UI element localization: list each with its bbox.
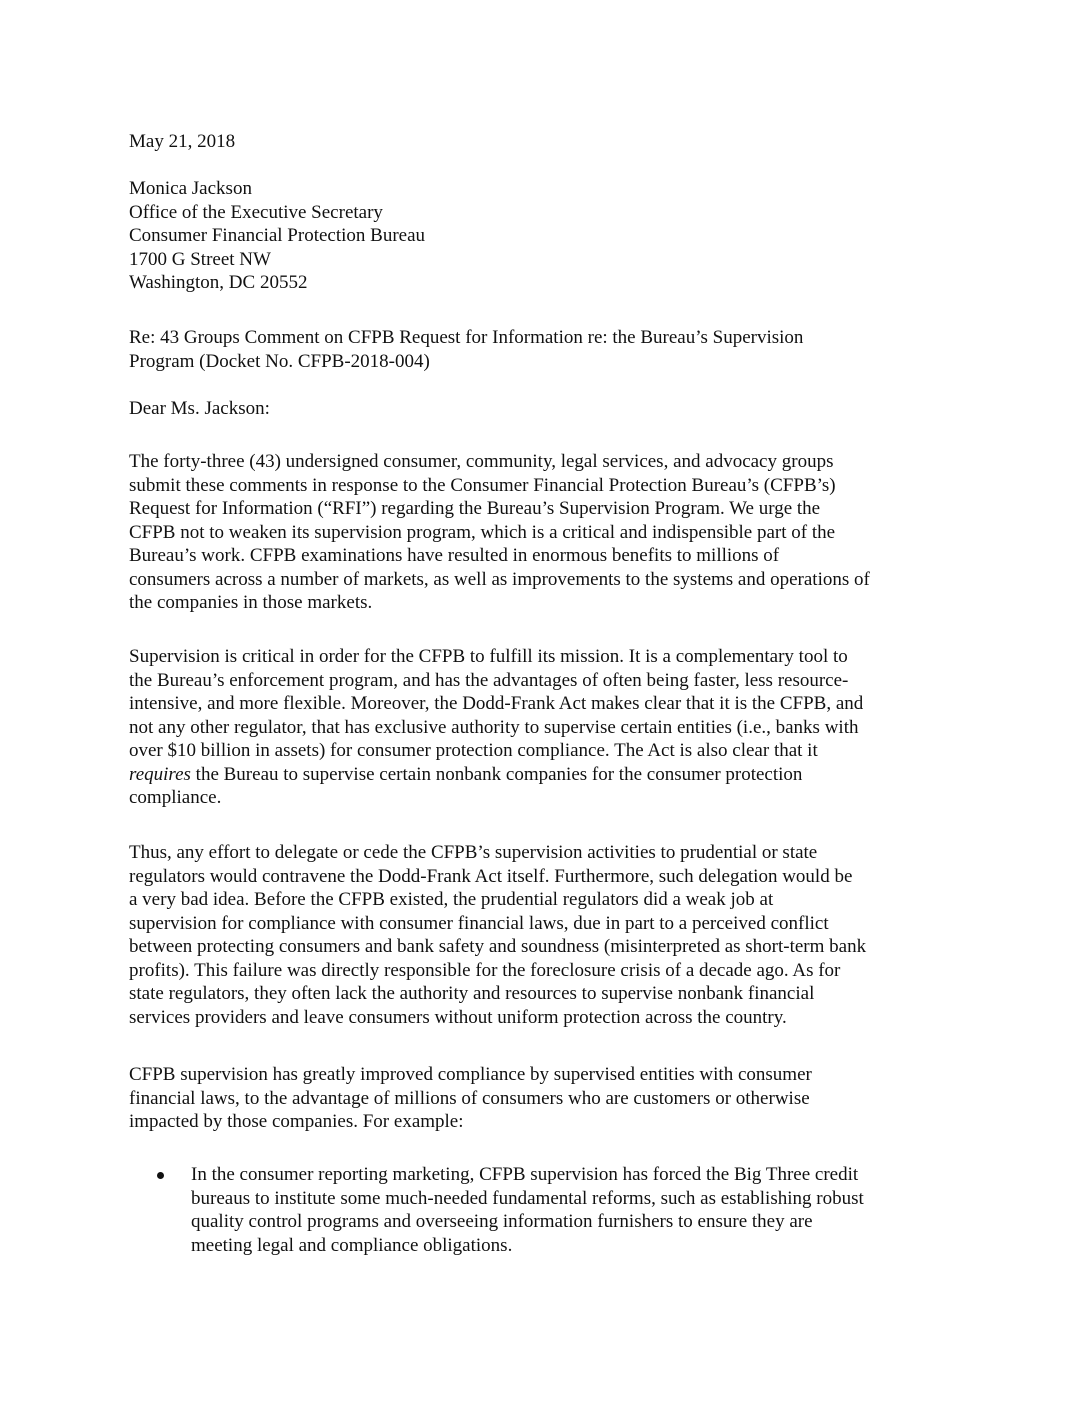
paragraph-2-line: Supervision is critical in order for the CFPB to fulfill its mission. It is a complementary tool to <box>129 646 848 667</box>
paragraph-3-line: state regulators, they often lack the authority and resources to supervise nonbank financial <box>129 983 815 1004</box>
paragraph-2 <box>129 645 964 810</box>
paragraph-2-line-rest: the Bureau to supervise certain nonbank companies for the consumer protection <box>190 763 803 785</box>
paragraph-1-line: the companies in those markets. <box>129 592 373 613</box>
bullet-icon <box>157 1172 164 1179</box>
paragraph-2-line: compliance. <box>129 787 222 808</box>
paragraph-3-line: profits). This failure was directly responsible for the foreclosure crisis of a decade ago. As for <box>129 959 841 981</box>
subject-line-2: Program (Docket No. CFPB-2018-004) <box>129 350 430 372</box>
paragraph-2-line: over $10 billion in assets) for consumer protection compliance. The Act is also clear that it <box>129 740 818 761</box>
recipient-city: Washington, DC 20552 <box>129 272 308 293</box>
recipient-street: 1700 G Street NW <box>129 248 271 270</box>
recipient-office: Office of the Executive Secretary <box>129 201 383 223</box>
paragraph-4 <box>129 1063 964 1134</box>
date-line: May 21, 2018 <box>129 131 236 152</box>
subject-line <box>129 326 964 373</box>
paragraph-1-line: CFPB not to weaken its supervision program, which is a critical and indispensible part of the <box>129 521 836 543</box>
bullet-line: In the consumer reporting marketing, CFPB supervision has forced the Big Three credit <box>191 1164 859 1185</box>
paragraph-3-line: between protecting consumers and bank safety and soundness (misinterpreted as short-term bank <box>129 936 867 957</box>
recipient-name: Monica Jackson <box>129 178 252 199</box>
paragraph-3-line: a very bad idea. Before the CFPB existed, the prudential regulators did a weak job at <box>129 889 774 910</box>
bullet-line: meeting legal and compliance obligations. <box>191 1234 513 1256</box>
salutation-line: Dear Ms. Jackson: <box>129 398 270 419</box>
paragraph-2-line <box>129 763 964 787</box>
paragraph-1-line: consumers across a number of markets, as well as improvements to the systems and operations of <box>129 568 870 590</box>
salutation <box>129 397 964 421</box>
letter-date <box>129 130 964 154</box>
list-item <box>191 1163 966 1257</box>
example-list <box>191 1163 966 1257</box>
paragraph-3-line: supervision for compliance with consumer financial laws, due in part to a perceived conflict <box>129 912 829 934</box>
paragraph-3 <box>129 841 964 1029</box>
paragraph-4-line: impacted by those companies. For example: <box>129 1111 464 1132</box>
paragraph-3-line: services providers and leave consumers without uniform protection across the country. <box>129 1006 787 1028</box>
paragraph-1-line: The forty-three (43) undersigned consumer, community, legal services, and advocacy groups <box>129 451 834 472</box>
paragraph-1-line: Bureau’s work. CFPB examinations have resulted in enormous benefits to millions of <box>129 545 780 566</box>
paragraph-1-line: Request for Information (“RFI”) regarding the Bureau’s Supervision Program. We urge the <box>129 498 821 519</box>
paragraph-1 <box>129 450 964 615</box>
paragraph-4-line: CFPB supervision has greatly improved compliance by supervised entities with consumer <box>129 1064 812 1085</box>
requires-emphasis: requires <box>129 763 191 785</box>
paragraph-3-line: regulators would contravene the Dodd-Frank Act itself. Furthermore, such delegation would be <box>129 865 853 887</box>
bullet-line: bureaus to institute some much-needed fundamental reforms, such as establishing robust <box>191 1187 864 1209</box>
paragraph-2-line: intensive, and more flexible. Moreover, the Dodd-Frank Act makes clear that it is the CFPB, and <box>129 693 864 714</box>
paragraph-2-line: not any other regulator, that has exclusive authority to supervise certain entities (i.e., banks with <box>129 716 859 738</box>
recipient-address <box>129 177 964 295</box>
paragraph-1-line: submit these comments in response to the Consumer Financial Protection Bureau’s (CFPB’s) <box>129 474 836 496</box>
paragraph-2-line: the Bureau’s enforcement program, and has the advantages of often being faster, less resource- <box>129 669 849 691</box>
subject-line-1: Re: 43 Groups Comment on CFPB Request for Information re: the Bureau’s Supervision <box>129 327 804 348</box>
recipient-agency: Consumer Financial Protection Bureau <box>129 225 426 246</box>
paragraph-3-line: Thus, any effort to delegate or cede the CFPB’s supervision activities to prudential or state <box>129 842 818 863</box>
paragraph-4-line: financial laws, to the advantage of millions of consumers who are customers or otherwise <box>129 1087 810 1109</box>
bullet-line: quality control programs and overseeing information furnishers to ensure they are <box>191 1211 813 1232</box>
